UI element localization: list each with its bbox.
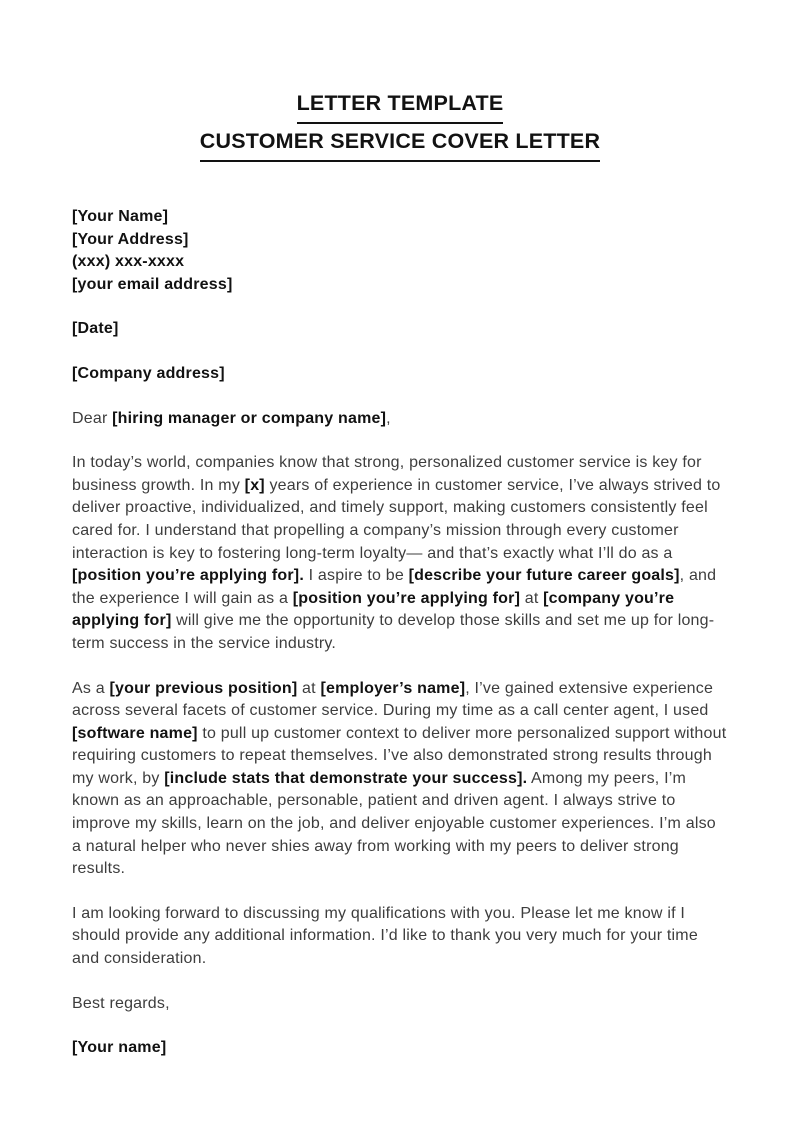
placeholder-field: for] bbox=[492, 589, 521, 607]
body-text: I aspire to be bbox=[303, 567, 409, 585]
placeholder-field: [hiring manager or company name] bbox=[112, 409, 387, 427]
body-text: In today’s world, companies know that strong, personalized customer service is key for business growth. In my bbox=[72, 454, 702, 494]
body-paragraph-2 bbox=[72, 678, 728, 881]
body-text: will give me the opportunity to develop those skills and set me up for long-term success in the service industry. bbox=[72, 612, 715, 652]
letter-title-line2: CUSTOMER SERVICE COVER LETTER bbox=[200, 124, 600, 162]
body-paragraph-1 bbox=[72, 452, 728, 655]
salutation bbox=[72, 408, 728, 431]
body-text: Among my peers, I’m known as an approachable, personable, patient and driven agent. I always strive to improve my skills, learn on the job, and deliver enjoyable customer experiences. I’m also a natural helper who never shies away from working with my peers to deliver strong results. bbox=[72, 769, 716, 878]
body-text: years of experience in customer service, I’ve always strived to deliver proactive, individualized, and timely support, making customers consistently feel cared for. I understand that propelling a company’s mission through every customer interaction is key to fostering long-term loyalty— and that’s exactly what I’ll do as a bbox=[72, 476, 721, 562]
body-text: to pull up customer context to deliver more personalized support without requiring customers to repeat themselves. I’ve also demonstrated strong results through my work, by bbox=[72, 724, 727, 787]
closing-line: Best regards, bbox=[72, 994, 170, 1012]
date-line: [Date] bbox=[72, 320, 119, 338]
sender-phone: (xxx) xxx-xxxx bbox=[72, 253, 185, 271]
body-text: I am looking forward to discussing my qualifications with you. Please let me know if I should provide any additional information. I’d like to thank you very much for your time and consideration. bbox=[72, 904, 698, 968]
letter-title bbox=[72, 86, 728, 162]
placeholder-field: [employer’s name] bbox=[320, 679, 466, 697]
placeholder-field: [x] bbox=[244, 476, 265, 494]
body-text: , bbox=[386, 409, 391, 427]
body-text: , I’ve gained extensive experience across several facets of customer service. During my time as a call center agent, I used bbox=[72, 679, 714, 720]
placeholder-field: [position you’re applying bbox=[292, 589, 488, 607]
signature-line: [Your name] bbox=[72, 1039, 167, 1057]
placeholder-field: [software name] bbox=[72, 724, 198, 742]
body-paragraph-3 bbox=[72, 903, 728, 971]
company-address-line: [Company address] bbox=[72, 364, 225, 382]
sender-address: [Your Address] bbox=[72, 230, 189, 248]
body-text: As a bbox=[72, 679, 110, 697]
letter-title-line1: LETTER TEMPLATE bbox=[297, 86, 504, 124]
body-text: Dear bbox=[72, 409, 113, 427]
placeholder-field: [position you’re applying for]. bbox=[72, 567, 304, 585]
body-text: at bbox=[297, 679, 321, 697]
sender-name: [Your Name] bbox=[72, 208, 169, 225]
body-text: , and the experience I will gain as a bbox=[72, 567, 717, 607]
placeholder-field: [describe your future career goals] bbox=[408, 567, 680, 585]
body-text: at bbox=[520, 589, 544, 607]
sender-email: [your email address] bbox=[72, 275, 233, 293]
placeholder-field: [your previous position] bbox=[109, 679, 298, 697]
placeholder-field: [company you’re applying for] bbox=[72, 589, 675, 630]
placeholder-field: [include stats that demonstrate your success]. bbox=[164, 769, 528, 787]
sender-block bbox=[72, 206, 728, 296]
